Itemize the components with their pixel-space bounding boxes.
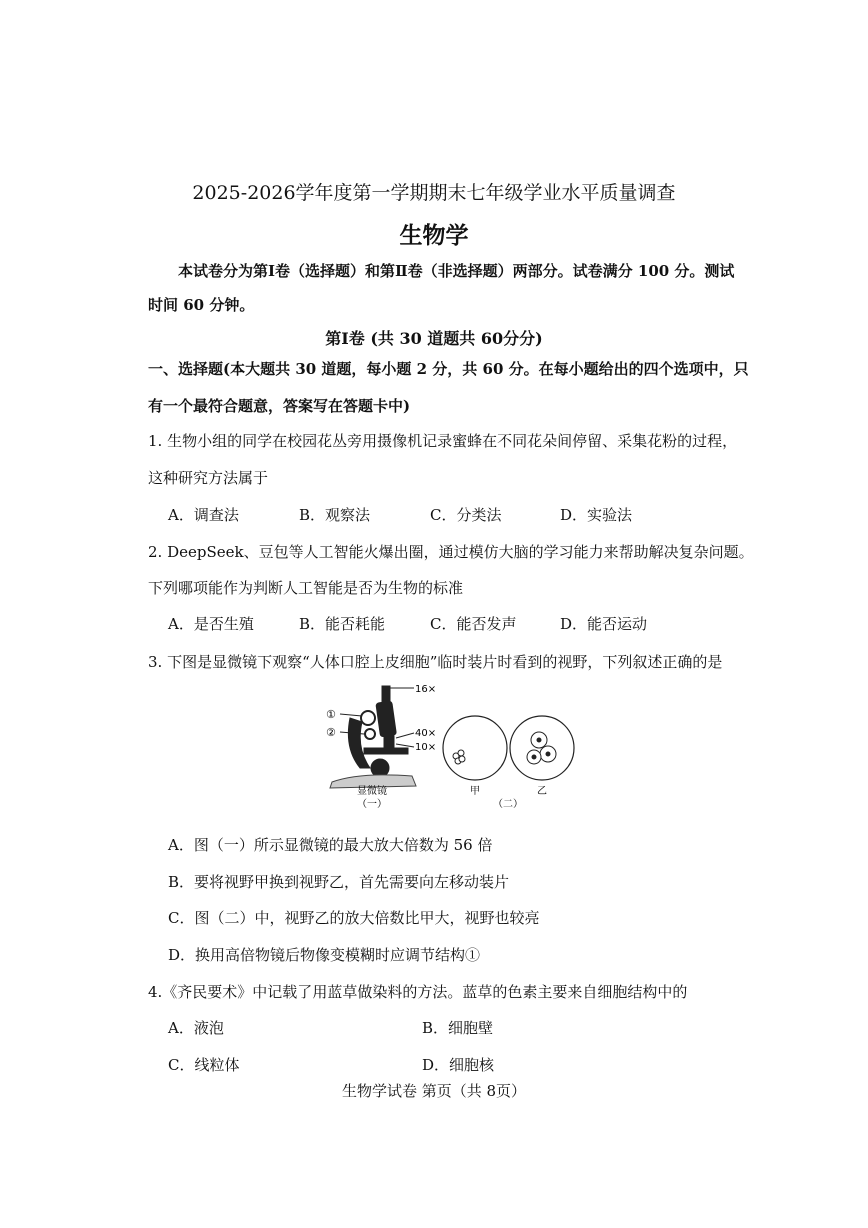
mirror — [371, 759, 389, 777]
view-yi-cells — [527, 732, 556, 764]
question-2-option-c: C．能否发声 — [430, 615, 517, 633]
label-1: ① — [326, 708, 336, 721]
pointer-10x — [396, 744, 414, 747]
stage — [364, 748, 408, 754]
page-footer: 生物学试卷 第页（共 8页） — [341, 1082, 527, 1100]
exam-title: 2025-2026学年度第一学期期末七年级学业水平质量调查 — [192, 182, 676, 204]
question-2-option-b: B．能否耗能 — [299, 615, 386, 633]
exam-intro-line2: 时间 60 分钟。 — [148, 296, 255, 314]
question-4-option-a: A．液泡 — [168, 1019, 224, 1037]
question-3-option-b: B．要将视野甲换到视野乙，首先需要向左移动装片 — [168, 873, 510, 891]
label-40x: 40× — [415, 728, 437, 739]
question-4-line1: 4.《齐民要术》中记载了用蓝草做染料的方法。蓝草的色素主要来自细胞结构中的 — [148, 983, 688, 1001]
microscope-illustration — [330, 686, 416, 788]
caption-yi: 乙 — [537, 786, 547, 797]
pointer-40x — [396, 733, 414, 738]
question-1-line2: 这种研究方法属于 — [148, 469, 269, 487]
question-4-option-b: B．细胞壁 — [422, 1019, 494, 1037]
caption-fig2: （二） — [493, 799, 523, 810]
caption-microscope: 显微镜 — [357, 786, 387, 797]
section-instruction-line2: 有一个最符合题意，答案写在答题卡中) — [148, 397, 411, 415]
question-3-option-d: D．换用高倍物镜后物像变模糊时应调节结构① — [168, 946, 481, 964]
question-2-line2: 下列哪项能作为判断人工智能是否为生物的标准 — [148, 579, 464, 597]
question-1-option-b: B．观察法 — [299, 506, 371, 524]
lens-barrel — [376, 701, 397, 737]
question-1-option-a: A．调查法 — [168, 506, 239, 524]
section-instruction-line1: 一、选择题(本大题共 30 道题，每小题 2 分，共 60 分。在每小题给出的四个选项中，只 — [148, 360, 749, 378]
question-4-option-c: C．线粒体 — [168, 1056, 240, 1074]
part1-heading: 第Ⅰ卷 (共 30 道题共 60分分) — [325, 329, 543, 348]
pointer-1 — [340, 714, 362, 716]
question-3-option-c: C．图（二）中，视野乙的放大倍数比甲大，视野也较亮 — [168, 909, 540, 927]
question-2-line1: 2. DeepSeek、豆包等人工智能火爆出圈，通过模仿大脑的学习能力来帮助解决复杂问题。 — [148, 543, 754, 561]
subject-title: 生物学 — [399, 222, 469, 249]
label-2: ② — [326, 726, 336, 739]
question-3-option-a: A．图（一）所示显微镜的最大放大倍数为 56 倍 — [168, 836, 493, 854]
question-4-option-d: D．细胞核 — [422, 1056, 495, 1074]
objective-lens — [384, 736, 394, 748]
fine-focus-knob — [365, 729, 375, 739]
label-16x: 16× — [415, 684, 437, 695]
coarse-focus-knob — [361, 711, 375, 725]
caption-jia: 甲 — [470, 786, 480, 797]
microscope-figure — [320, 678, 580, 813]
question-1-line1: 1. 生物小组的同学在校园花丛旁用摄像机记录蜜蜂在不同花朵间停留、采集花粉的过程， — [148, 432, 738, 450]
question-3-line1: 3. 下图是显微镜下观察“人体口腔上皮细胞”临时装片时看到的视野，下列叙述正确的是 — [148, 653, 723, 671]
label-10x: 10× — [415, 742, 437, 753]
view-jia-cells — [453, 750, 465, 764]
question-1-option-c: C．分类法 — [430, 506, 502, 524]
question-2-option-d: D．能否运动 — [560, 615, 648, 633]
question-1-option-d: D．实验法 — [560, 506, 633, 524]
caption-fig1: （一） — [357, 799, 387, 810]
exam-intro-line1: 本试卷分为第Ⅰ卷（选择题）和第Ⅱ卷（非选择题）两部分。试卷满分 100 分。测试 — [178, 262, 735, 280]
view-jia-circle — [443, 716, 507, 780]
question-2-option-a: A．是否生殖 — [168, 615, 254, 633]
